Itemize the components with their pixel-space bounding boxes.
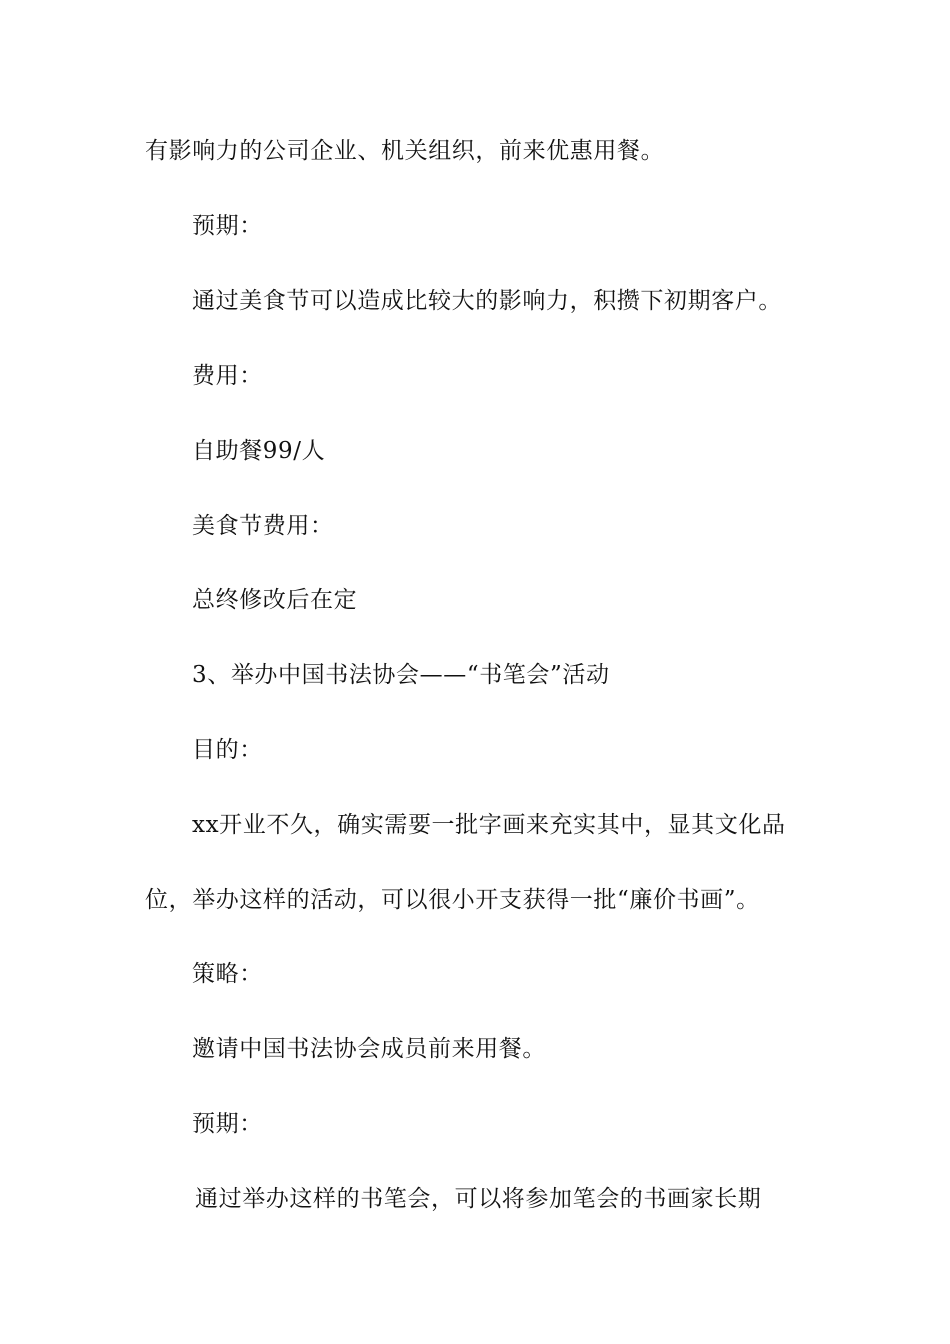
- paragraph-expectation: 通过美食节可以造成比较大的影响力，积攒下初期客户。: [192, 288, 782, 314]
- heading-expectation: 预期：: [192, 213, 263, 239]
- paragraph-purpose-line-2: 位，举办这样的活动，可以很小开支获得一批“廉价书画”。: [145, 887, 760, 913]
- paragraph-purpose-line-1: xx开业不久，确实需要一批字画来充实其中，显其文化品: [192, 812, 786, 838]
- heading-cost: 费用：: [192, 363, 263, 389]
- heading-strategy: 策略：: [192, 961, 263, 987]
- paragraph-continuation: 有影响力的公司企业、机关组织，前来优惠用餐。: [145, 138, 665, 164]
- heading-purpose: 目的：: [192, 737, 263, 763]
- heading-expectation-2: 预期：: [192, 1111, 263, 1137]
- heading-festival-cost: 美食节费用：: [192, 513, 334, 539]
- paragraph-festival-cost: 总终修改后在定: [192, 587, 358, 613]
- paragraph-strategy: 邀请中国书法协会成员前来用餐。: [192, 1036, 546, 1062]
- paragraph-buffet-price: 自助餐99/人: [192, 438, 326, 464]
- paragraph-expectation-2: 通过举办这样的书笔会，可以将参加笔会的书画家长期: [195, 1186, 762, 1212]
- section-heading-calligraphy: 3、举办中国书法协会——“书笔会”活动: [192, 662, 610, 688]
